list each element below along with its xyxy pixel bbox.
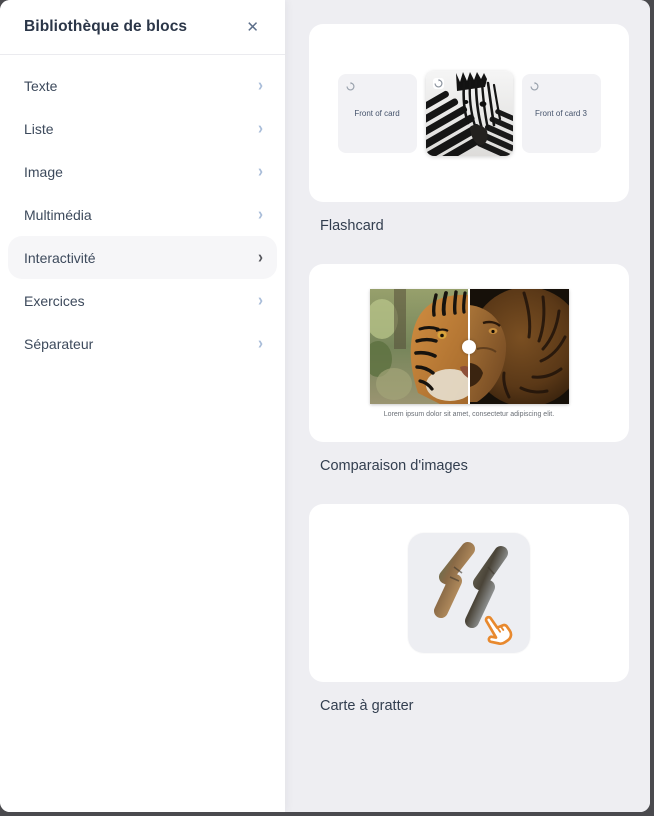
flashcard-front-1 xyxy=(338,74,417,153)
flip-icon xyxy=(345,81,356,92)
chevron-right-icon: › xyxy=(258,75,263,96)
panel-title: Bibliothèque de blocs xyxy=(24,18,188,35)
chevron-right-icon: › xyxy=(258,204,263,225)
sidebar-item-exercices[interactable] xyxy=(8,279,277,322)
sidebar-item-texte[interactable] xyxy=(8,64,277,107)
block-label-flashcard: Flashcard xyxy=(320,218,384,234)
close-icon[interactable]: ✕ xyxy=(246,18,259,36)
block-item-scratch-card[interactable] xyxy=(309,504,629,714)
sidebar-item-label: Exercices xyxy=(24,292,85,309)
pointing-hand-icon xyxy=(478,613,516,651)
sidebar-item-separateur[interactable] xyxy=(8,322,277,365)
chevron-right-icon: › xyxy=(258,118,263,139)
comparison-image xyxy=(370,289,569,404)
flashcard-front-text: Front of card xyxy=(354,108,400,118)
flashcard-front-3 xyxy=(522,74,601,153)
scratch-preview-card[interactable] xyxy=(309,504,629,682)
block-label-scratch: Carte à gratter xyxy=(320,698,414,714)
flashcard-preview-card[interactable] xyxy=(309,24,629,202)
sidebar-item-label: Multimédia xyxy=(24,206,92,223)
block-category-menu xyxy=(0,55,285,365)
lion-illustration xyxy=(469,289,569,404)
flashcard-front-text: Front of card 3 xyxy=(534,108,588,118)
sidebar-item-multimedia[interactable] xyxy=(8,193,277,236)
chevron-right-icon: › xyxy=(258,161,263,182)
sidebar-item-label: Liste xyxy=(24,120,54,137)
sidebar-item-label: Image xyxy=(24,163,63,180)
sidebar-item-label: Séparateur xyxy=(24,335,94,352)
sidebar-item-image[interactable] xyxy=(8,150,277,193)
flip-icon xyxy=(433,78,444,89)
flashcard-mini-row xyxy=(338,71,601,156)
tiger-illustration xyxy=(370,289,470,404)
block-item-flashcard[interactable] xyxy=(309,24,629,234)
block-label-comparison: Comparaison d'images xyxy=(320,458,468,474)
comparison-slider-handle[interactable] xyxy=(462,340,476,354)
flashcard-front-2-zebra-image xyxy=(426,71,513,156)
sidebar-header xyxy=(0,0,285,55)
block-library-sidebar xyxy=(0,0,285,812)
comparison-widget xyxy=(370,289,569,418)
sidebar-item-label: Interactivité xyxy=(24,249,96,266)
flip-icon xyxy=(529,81,540,92)
scratch-card-surface xyxy=(408,533,530,653)
comparison-caption: Lorem ipsum dolor sit amet, consectetur adipiscing elit. xyxy=(383,410,555,418)
comparison-preview-card[interactable] xyxy=(309,264,629,442)
sidebar-item-interactivite[interactable] xyxy=(8,236,277,279)
block-item-image-comparison[interactable] xyxy=(309,264,629,474)
sidebar-item-label: Texte xyxy=(24,77,58,94)
chevron-right-icon: › xyxy=(258,290,263,311)
block-preview-list xyxy=(285,0,650,812)
chevron-right-icon: › xyxy=(258,333,263,354)
chevron-right-icon: › xyxy=(258,247,263,268)
sidebar-item-liste[interactable] xyxy=(8,107,277,150)
